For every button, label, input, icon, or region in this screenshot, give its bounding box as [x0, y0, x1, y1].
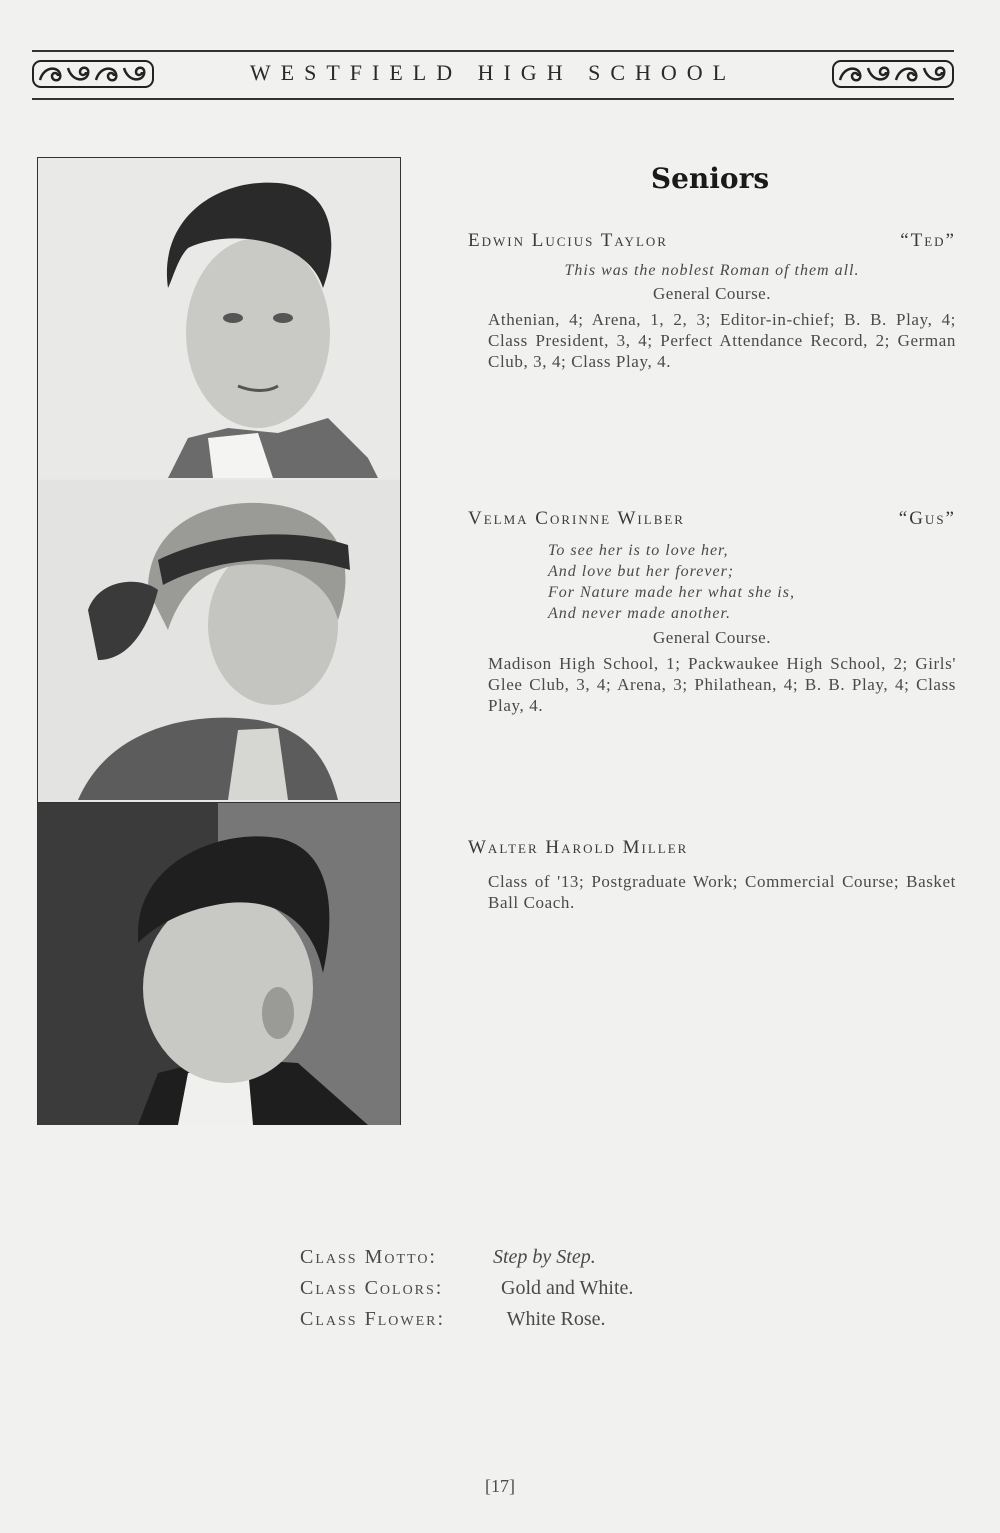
- section-title: Seniors: [650, 162, 770, 195]
- senior-name: Edwin Lucius Taylor: [468, 230, 668, 251]
- portrait-column: [37, 157, 401, 1125]
- verse-line: To see her is to love her,: [548, 542, 729, 559]
- page-header: [32, 50, 954, 100]
- senior-entry: [468, 230, 956, 372]
- school-title: WESTFIELD HIGH SCHOOL: [249, 60, 737, 85]
- senior-course: General Course.: [653, 628, 771, 647]
- senior-course: General Course.: [653, 284, 771, 303]
- senior-activities: Madison High School, 1; Packwaukee High School, 2; Girls' Glee Club, 3, 4; Arena, 3; Philathean, 4; B. B. Play, 4; Class Play, 4.: [488, 654, 956, 715]
- senior-name: Walter Harold Miller: [468, 837, 689, 858]
- class-info: [300, 1242, 633, 1335]
- senior-verse: [548, 540, 956, 624]
- senior-quote: This was the noblest Roman of them all.: [564, 262, 860, 279]
- class-colors-label: Class Colors:: [300, 1277, 444, 1299]
- portrait-photo: [38, 480, 400, 800]
- verse-line: For Nature made her what she is,: [548, 584, 795, 601]
- senior-nickname: “Gus”: [898, 508, 956, 529]
- portrait-photo: [38, 802, 400, 1125]
- senior-activities: Class of '13; Postgraduate Work; Commercial Course; Basket Ball Coach.: [488, 872, 956, 912]
- page-number: [17]: [485, 1476, 515, 1496]
- senior-nickname: “Ted”: [900, 230, 956, 251]
- senior-name: Velma Corinne Wilber: [468, 508, 685, 529]
- class-flower-label: Class Flower:: [300, 1308, 446, 1330]
- class-motto-label: Class Motto:: [300, 1246, 437, 1268]
- class-motto-value: Step by Step.: [493, 1246, 596, 1268]
- verse-line: And love but her forever;: [548, 563, 735, 580]
- verse-line: And never made another.: [548, 605, 731, 622]
- scroll-ornament-right-icon: [832, 58, 954, 90]
- senior-entry: [468, 508, 956, 716]
- portrait-photo: [38, 158, 400, 478]
- senior-activities: Athenian, 4; Arena, 1, 2, 3; Editor-in-chief; B. B. Play, 4; Class President, 3, 4; Perfect Attendance Record, 2; German Club, 3, 4; Class Play, 4.: [488, 310, 956, 371]
- senior-entry: [468, 837, 956, 913]
- class-colors-value: Gold and White.: [501, 1277, 634, 1299]
- class-flower-value: White Rose.: [506, 1308, 606, 1330]
